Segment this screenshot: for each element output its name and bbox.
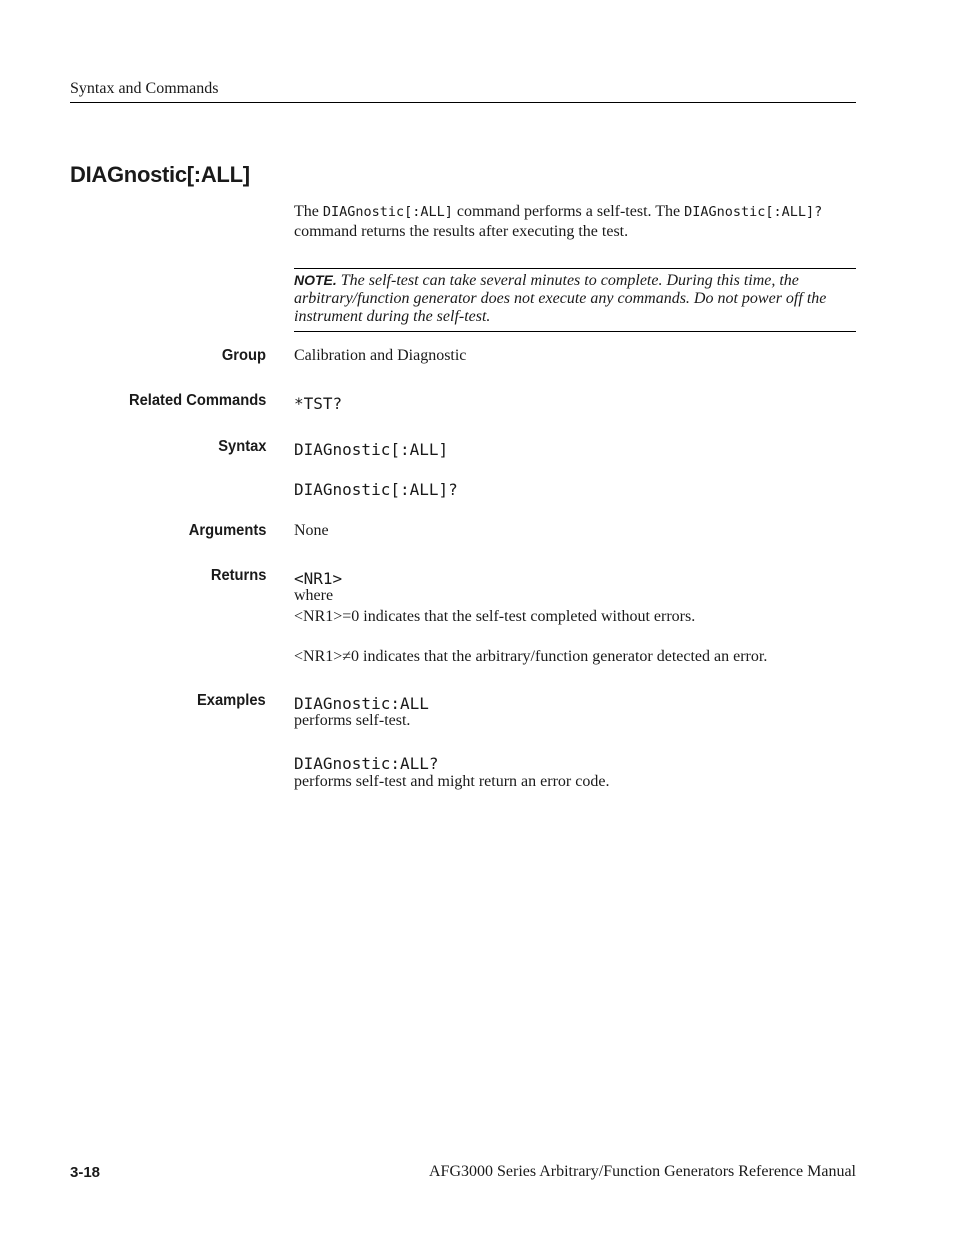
note-text: The self-test can take several minutes to complete. During this time, the arbitrary/function generator does not execute any commands. Do not power off the instrument during the self-test.: [294, 272, 827, 325]
command-title: DIAGnostic[:ALL]: [70, 162, 250, 187]
examples-label: Examples: [197, 692, 266, 709]
intro-paragraph: [294, 202, 864, 242]
running-header: Syntax and Commands: [70, 80, 219, 97]
page-number: 3-18: [70, 1164, 101, 1181]
related-commands-value: *TST?: [294, 394, 343, 413]
returns-line-1: <NR1>=0 indicates that the self-test completed without errors.: [294, 608, 696, 625]
example-code: DIAGnostic:ALL?: [294, 754, 439, 773]
returns-code: <NR1>: [294, 569, 343, 588]
intro-text-3: command returns the results after executing the test.: [294, 223, 629, 240]
note-label: NOTE.: [294, 272, 337, 288]
intro-text-1: The: [294, 203, 323, 220]
manual-title: AFG3000 Series Arbitrary/Function Generators Reference Manual: [429, 1163, 856, 1180]
returns-label: Returns: [210, 567, 266, 584]
note-box: [294, 268, 856, 332]
arguments-value: None: [294, 522, 329, 539]
returns-where: where: [294, 587, 334, 604]
group-label: Group: [221, 347, 266, 364]
example-desc: performs self-test and might return an error code.: [294, 773, 610, 790]
example-code: DIAGnostic:ALL: [294, 694, 429, 713]
header-rule: [70, 102, 856, 103]
intro-code-1: DIAGnostic[:ALL]: [322, 204, 453, 220]
example-desc: performs self-test.: [294, 712, 411, 729]
intro-code-2: DIAGnostic[:ALL]?: [684, 204, 823, 220]
returns-line-2: <NR1>≠0 indicates that the arbitrary/function generator detected an error.: [294, 648, 768, 665]
arguments-label: Arguments: [188, 522, 266, 539]
syntax-form-1: DIAGnostic[:ALL]: [294, 440, 449, 459]
related-commands-label: Related Commands: [128, 392, 266, 409]
syntax-form-2: DIAGnostic[:ALL]?: [294, 480, 458, 499]
group-value: Calibration and Diagnostic: [294, 347, 467, 364]
intro-text-2: command performs a self-test. The: [452, 203, 685, 220]
syntax-label: Syntax: [217, 438, 266, 455]
